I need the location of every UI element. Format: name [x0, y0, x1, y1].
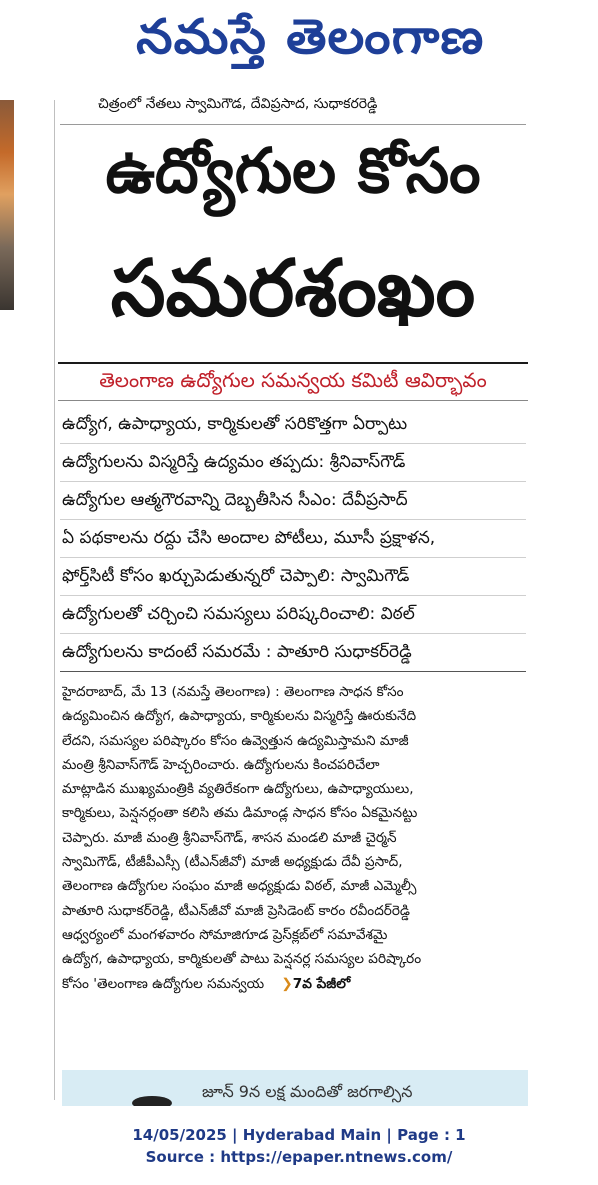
body-line: మాట్లాడిన ముఖ్యమంత్రికి వ్యతిరేకంగా ఉద్యోగులు, ఉపాధ్యాయులు,: [62, 781, 414, 798]
deck-title: తెలంగాణ ఉద్యోగుల సమన్వయ కమిటీ ఆవిర్భావం: [99, 368, 487, 392]
column-divider: [54, 100, 55, 1100]
caption-rule: [60, 124, 526, 125]
body-line: మంత్రి శ్రీనివాస్‌గౌడ్ హెచ్చరించారు. ఉద్యోగులను కించపరిచేలా: [62, 756, 380, 773]
body-line: ఉద్యమించిన ఉద్యోగ, ఉపాధ్యాయ, కార్మికులను విస్మరిస్తే ఊరుకునేది: [62, 708, 417, 725]
body-line: కార్మికులు, పెన్షనర్లంతా కలిసి తమ డిమాండ్ల సాధన కోసం ఏకమైనట్టు: [62, 805, 418, 822]
body-line-last: [62, 972, 528, 996]
body-line: స్వామిగౌడ్, టీజీపీఎస్సీ (టీఎన్‌జీవో) మాజీ అధ్యక్షుడు దేవీ ప్రసాద్,: [62, 854, 403, 871]
highlight-item: ఉద్యోగులను కాదంటే సమరమే : పాతూరి సుధాకర్‌రెడ్డి: [60, 634, 526, 672]
footer-edition-info: 14/05/2025 | Hyderabad Main | Page : 1: [132, 1126, 466, 1144]
body-line: పాతూరి సుధాకర్‌రెడ్డి, టీఎన్‌జీవో మాజీ ప్రెసిడెంట్ కారం రవీందర్‌రెడ్డి: [62, 902, 410, 919]
masthead-title: నమస్తే తెలంగాణ: [135, 9, 485, 65]
highlight-item: ఫోర్త్‌సిటీ కోసం ఖర్చుపెడుతున్నరో చెప్పాలి: స్వామిగౌడ్: [60, 558, 526, 596]
deck-rule-bottom: [58, 400, 528, 401]
next-story-graphic: [132, 1096, 172, 1106]
footer-source-link[interactable]: Source : https://epaper.ntnews.com/: [145, 1148, 453, 1166]
body-line: ఆధ్వర్యంలో మంగళవారం సోమాజిగూడ ప్రెస్‌క్లబ్‌లో సమావేశమై: [62, 926, 388, 943]
body-last-text: కోసం 'తెలంగాణ ఉద్యోగుల సమన్వయ: [62, 975, 265, 992]
page-footer: [0, 1124, 598, 1168]
highlights-list: [60, 406, 526, 672]
next-story-box: [62, 1070, 528, 1106]
photo-caption: చిత్రంలో నేతలు స్వామిగౌడ, దేవిప్రసాద, సుధాకరరెడ్డి: [98, 96, 378, 112]
highlight-item: ఉద్యోగులతో చర్చించి సమస్యలు పరిష్కరించాలి: విఠల్: [60, 596, 526, 634]
highlight-item: ఉద్యోగుల ఆత్మగౌరవాన్ని దెబ్బతీసిన సీఎం: దేవీప్రసాద్: [60, 482, 526, 520]
photo-clip: [0, 100, 14, 310]
deck-rule-top: [58, 362, 528, 364]
body-line: లేదని, సమస్యల పరిష్కారం కోసం ఉవ్వెత్తున ఉద్యమిస్తామని మాజీ: [62, 732, 409, 749]
headline-line-1: ఉద్యోగుల కోసం: [105, 134, 481, 207]
body-line: హైదరాబాద్, మే 13 (నమస్తే తెలంగాణ) : తెలంగాణ సాధన కోసం: [62, 684, 404, 700]
body-line: ఉద్యోగ, ఉపాధ్యాయ, కార్మికులతో పాటు పెన్షనర్ల సమస్యల పరిష్కారం: [62, 951, 422, 968]
highlight-item: ఉద్యోగ, ఉపాధ్యాయ, కార్మికులతో సరికొత్తగా ఏర్పాటు: [60, 406, 526, 444]
masthead: [60, 2, 560, 84]
continued-link[interactable]: 7వ పేజీలో: [292, 975, 351, 992]
jump-arrow-icon: ❯: [281, 975, 293, 992]
article-body: [62, 680, 528, 996]
headline-line-2: సమరశంఖం: [110, 244, 476, 334]
next-story-teaser: జూన్ 9న లక్ష మందితో జరగాల్సిన: [202, 1082, 413, 1101]
highlight-item: ఏ పథకాలను రద్దు చేసి అందాల పోటీలు, మూసీ ప్రక్షాళన,: [60, 520, 526, 558]
body-line: తెలంగాణ ఉద్యోగుల సంఘం మాజీ అధ్యక్షుడు విఠల్, మాజీ ఎమ్మెల్సీ: [62, 878, 417, 895]
body-line: చెప్పారు. మాజీ మంత్రి శ్రీనివాస్‌గౌడ్, శాసన మండలి మాజీ చైర్మన్: [62, 829, 397, 846]
highlight-item: ఉద్యోగులను విస్మరిస్తే ఉద్యమం తప్పదు: శ్రీనివాస్‌గౌడ్: [60, 444, 526, 482]
